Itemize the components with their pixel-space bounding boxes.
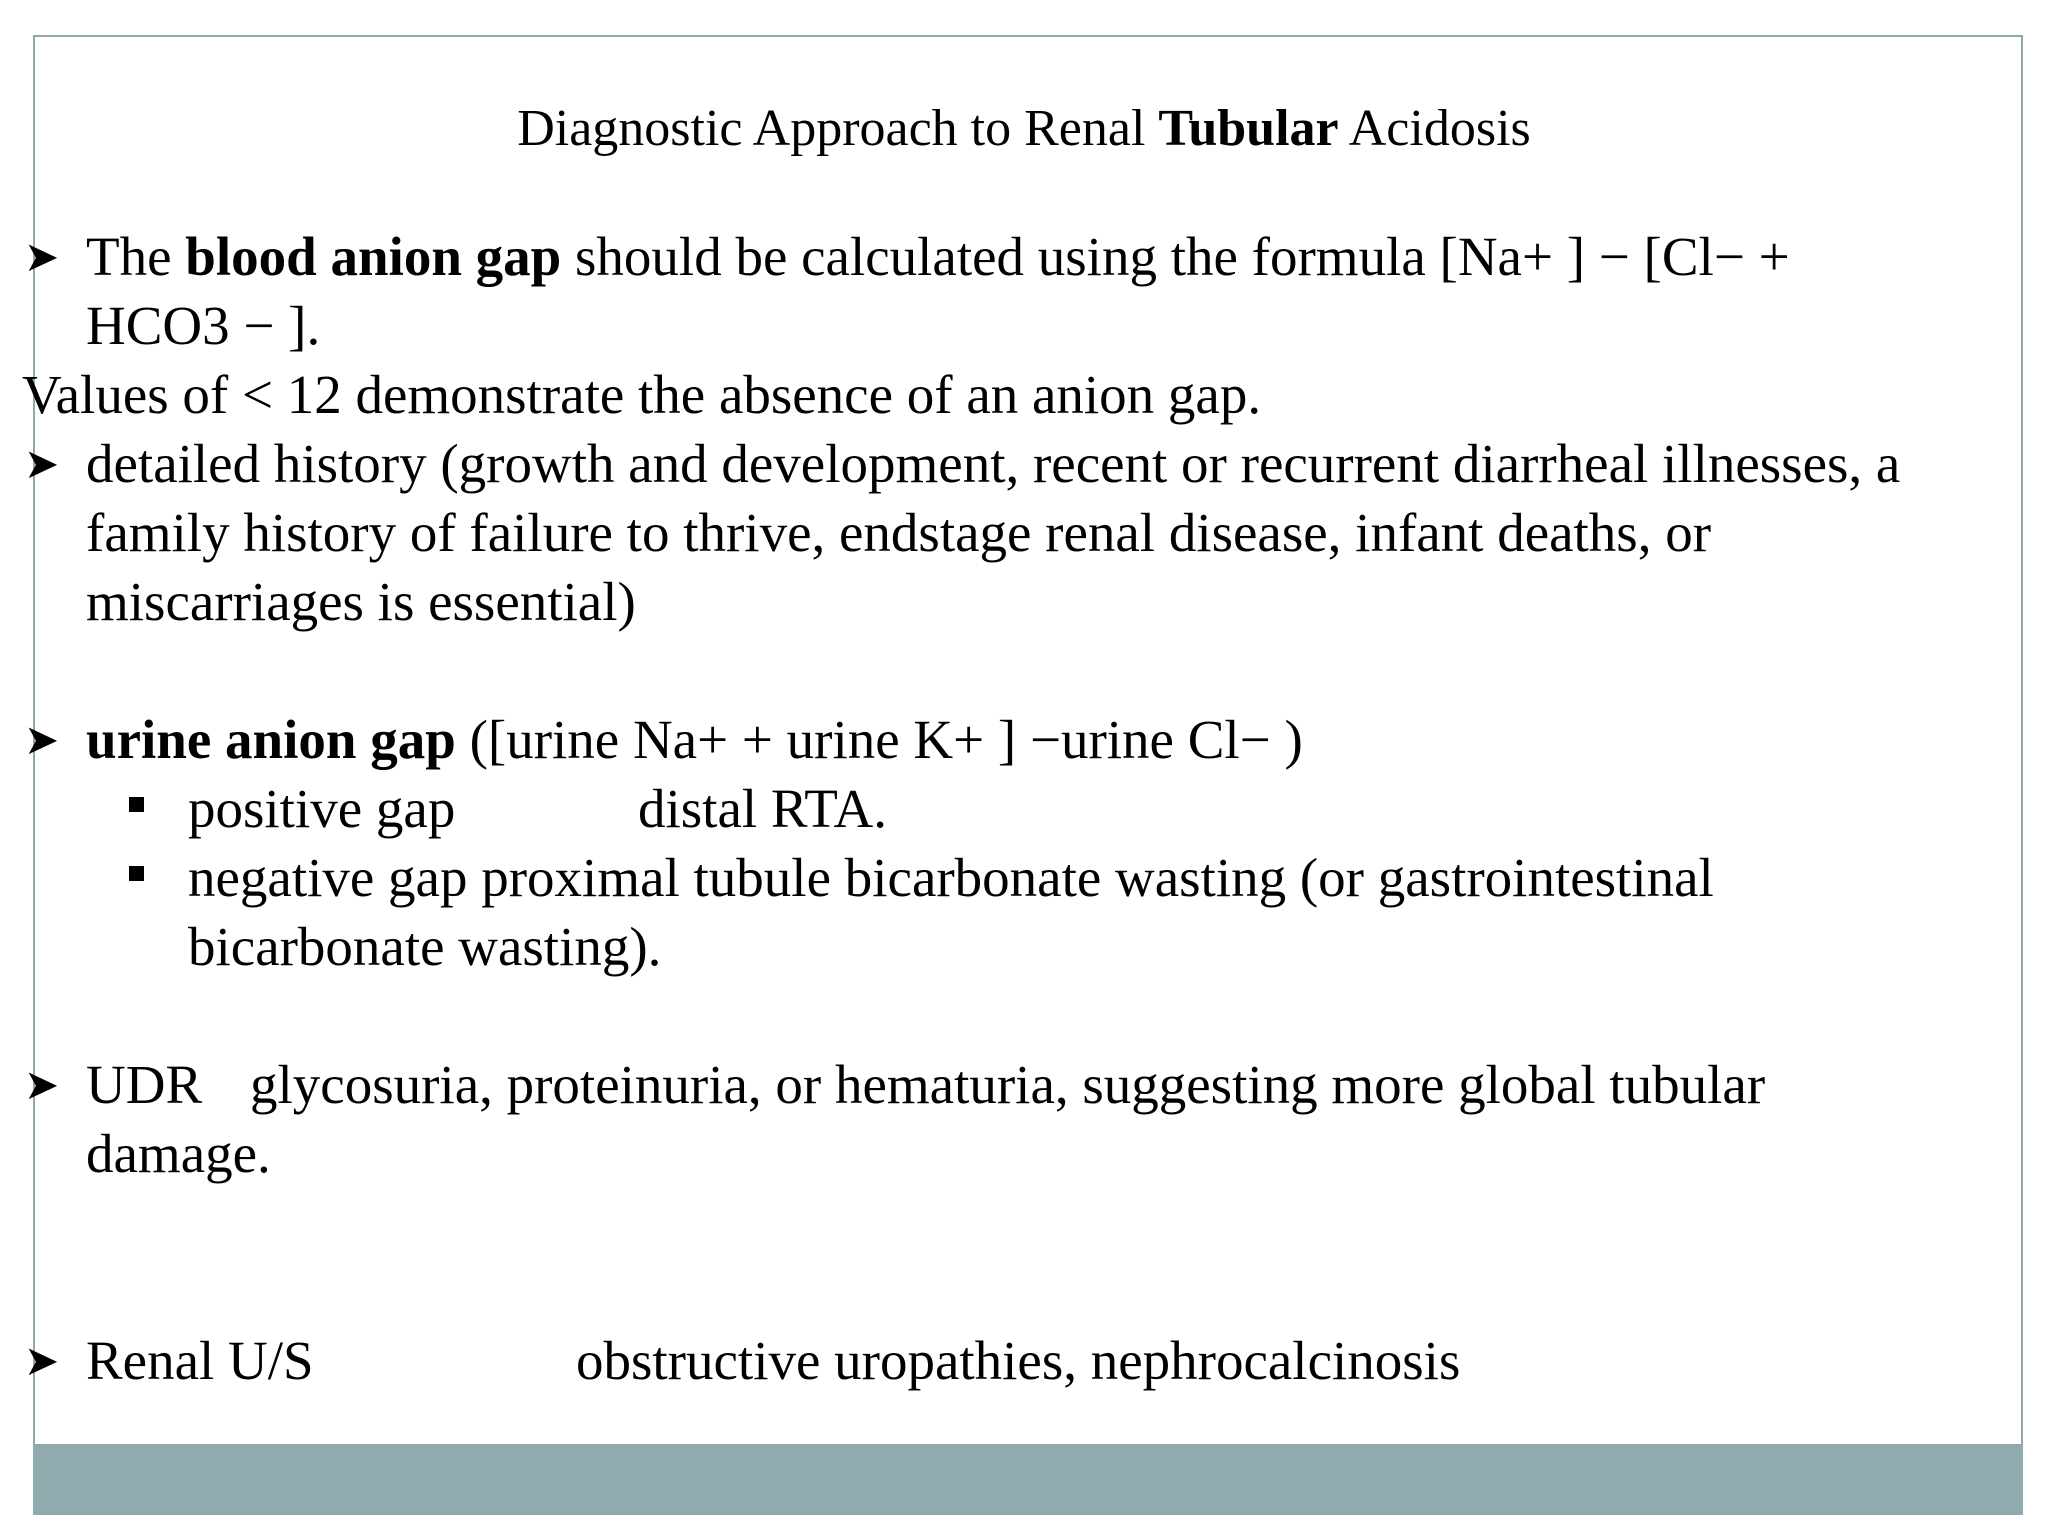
footer-band — [33, 1444, 2023, 1515]
arrow-bullet-icon: ➤ — [24, 1336, 60, 1385]
square-bullet-icon — [129, 797, 144, 812]
title-post: Acidosis — [1338, 100, 1531, 157]
blood-anion-gap-formula: should be calculated using the formula [Na+ ] − [Cl− + — [561, 226, 1790, 287]
udr-line1: glycosuria, proteinuria, or hematuria, suggesting more global tubular — [250, 1054, 1766, 1115]
positive-gap-result: distal RTA. — [638, 778, 887, 839]
title-pre: Diagnostic Approach to Renal — [517, 100, 1159, 157]
urine-anion-gap-line — [86, 705, 1303, 774]
square-bullet-icon — [129, 866, 144, 881]
blood-anion-gap-term: blood anion gap — [185, 226, 562, 287]
positive-gap-label: positive gap — [188, 778, 456, 839]
renal-us-result: obstructive uropathies, nephrocalcinosis — [576, 1330, 1461, 1391]
blood-anion-gap-line2: HCO3 − ]. — [86, 295, 321, 356]
title-bold: Tubular — [1158, 100, 1339, 157]
renal-us-label: Renal U/S — [86, 1330, 314, 1391]
history-line2: family history of failure to thrive, endstage renal disease, infant deaths, or — [86, 502, 1712, 563]
arrow-bullet-icon: ➤ — [24, 232, 60, 281]
arrow-bullet-icon: ➤ — [24, 439, 60, 488]
values-note: Values of < 12 demonstrate the absence of an anion gap. — [22, 364, 1262, 425]
slide-title — [0, 98, 2048, 160]
history-line3: miscarriages is essential) — [86, 571, 636, 632]
blood-anion-gap-lead: The — [86, 226, 186, 287]
negative-gap-line2: bicarbonate wasting). — [188, 916, 662, 977]
urine-anion-gap-term: urine anion gap — [86, 709, 456, 770]
negative-gap-line1: negative gap proximal tubule bicarbonate wasting (or gastrointestinal — [188, 847, 1714, 908]
history-line1: detailed history (growth and development, recent or recurrent diarrheal illnesses, a — [86, 433, 1901, 494]
urine-anion-gap-formula: ([urine Na+ + urine K+ ] −urine Cl− ) — [455, 709, 1303, 770]
arrow-bullet-icon: ➤ — [24, 1060, 60, 1109]
blood-anion-gap-line1 — [86, 222, 1790, 291]
udr-label: UDR — [86, 1054, 203, 1115]
udr-line2: damage. — [86, 1123, 271, 1184]
arrow-bullet-icon: ➤ — [24, 715, 60, 764]
